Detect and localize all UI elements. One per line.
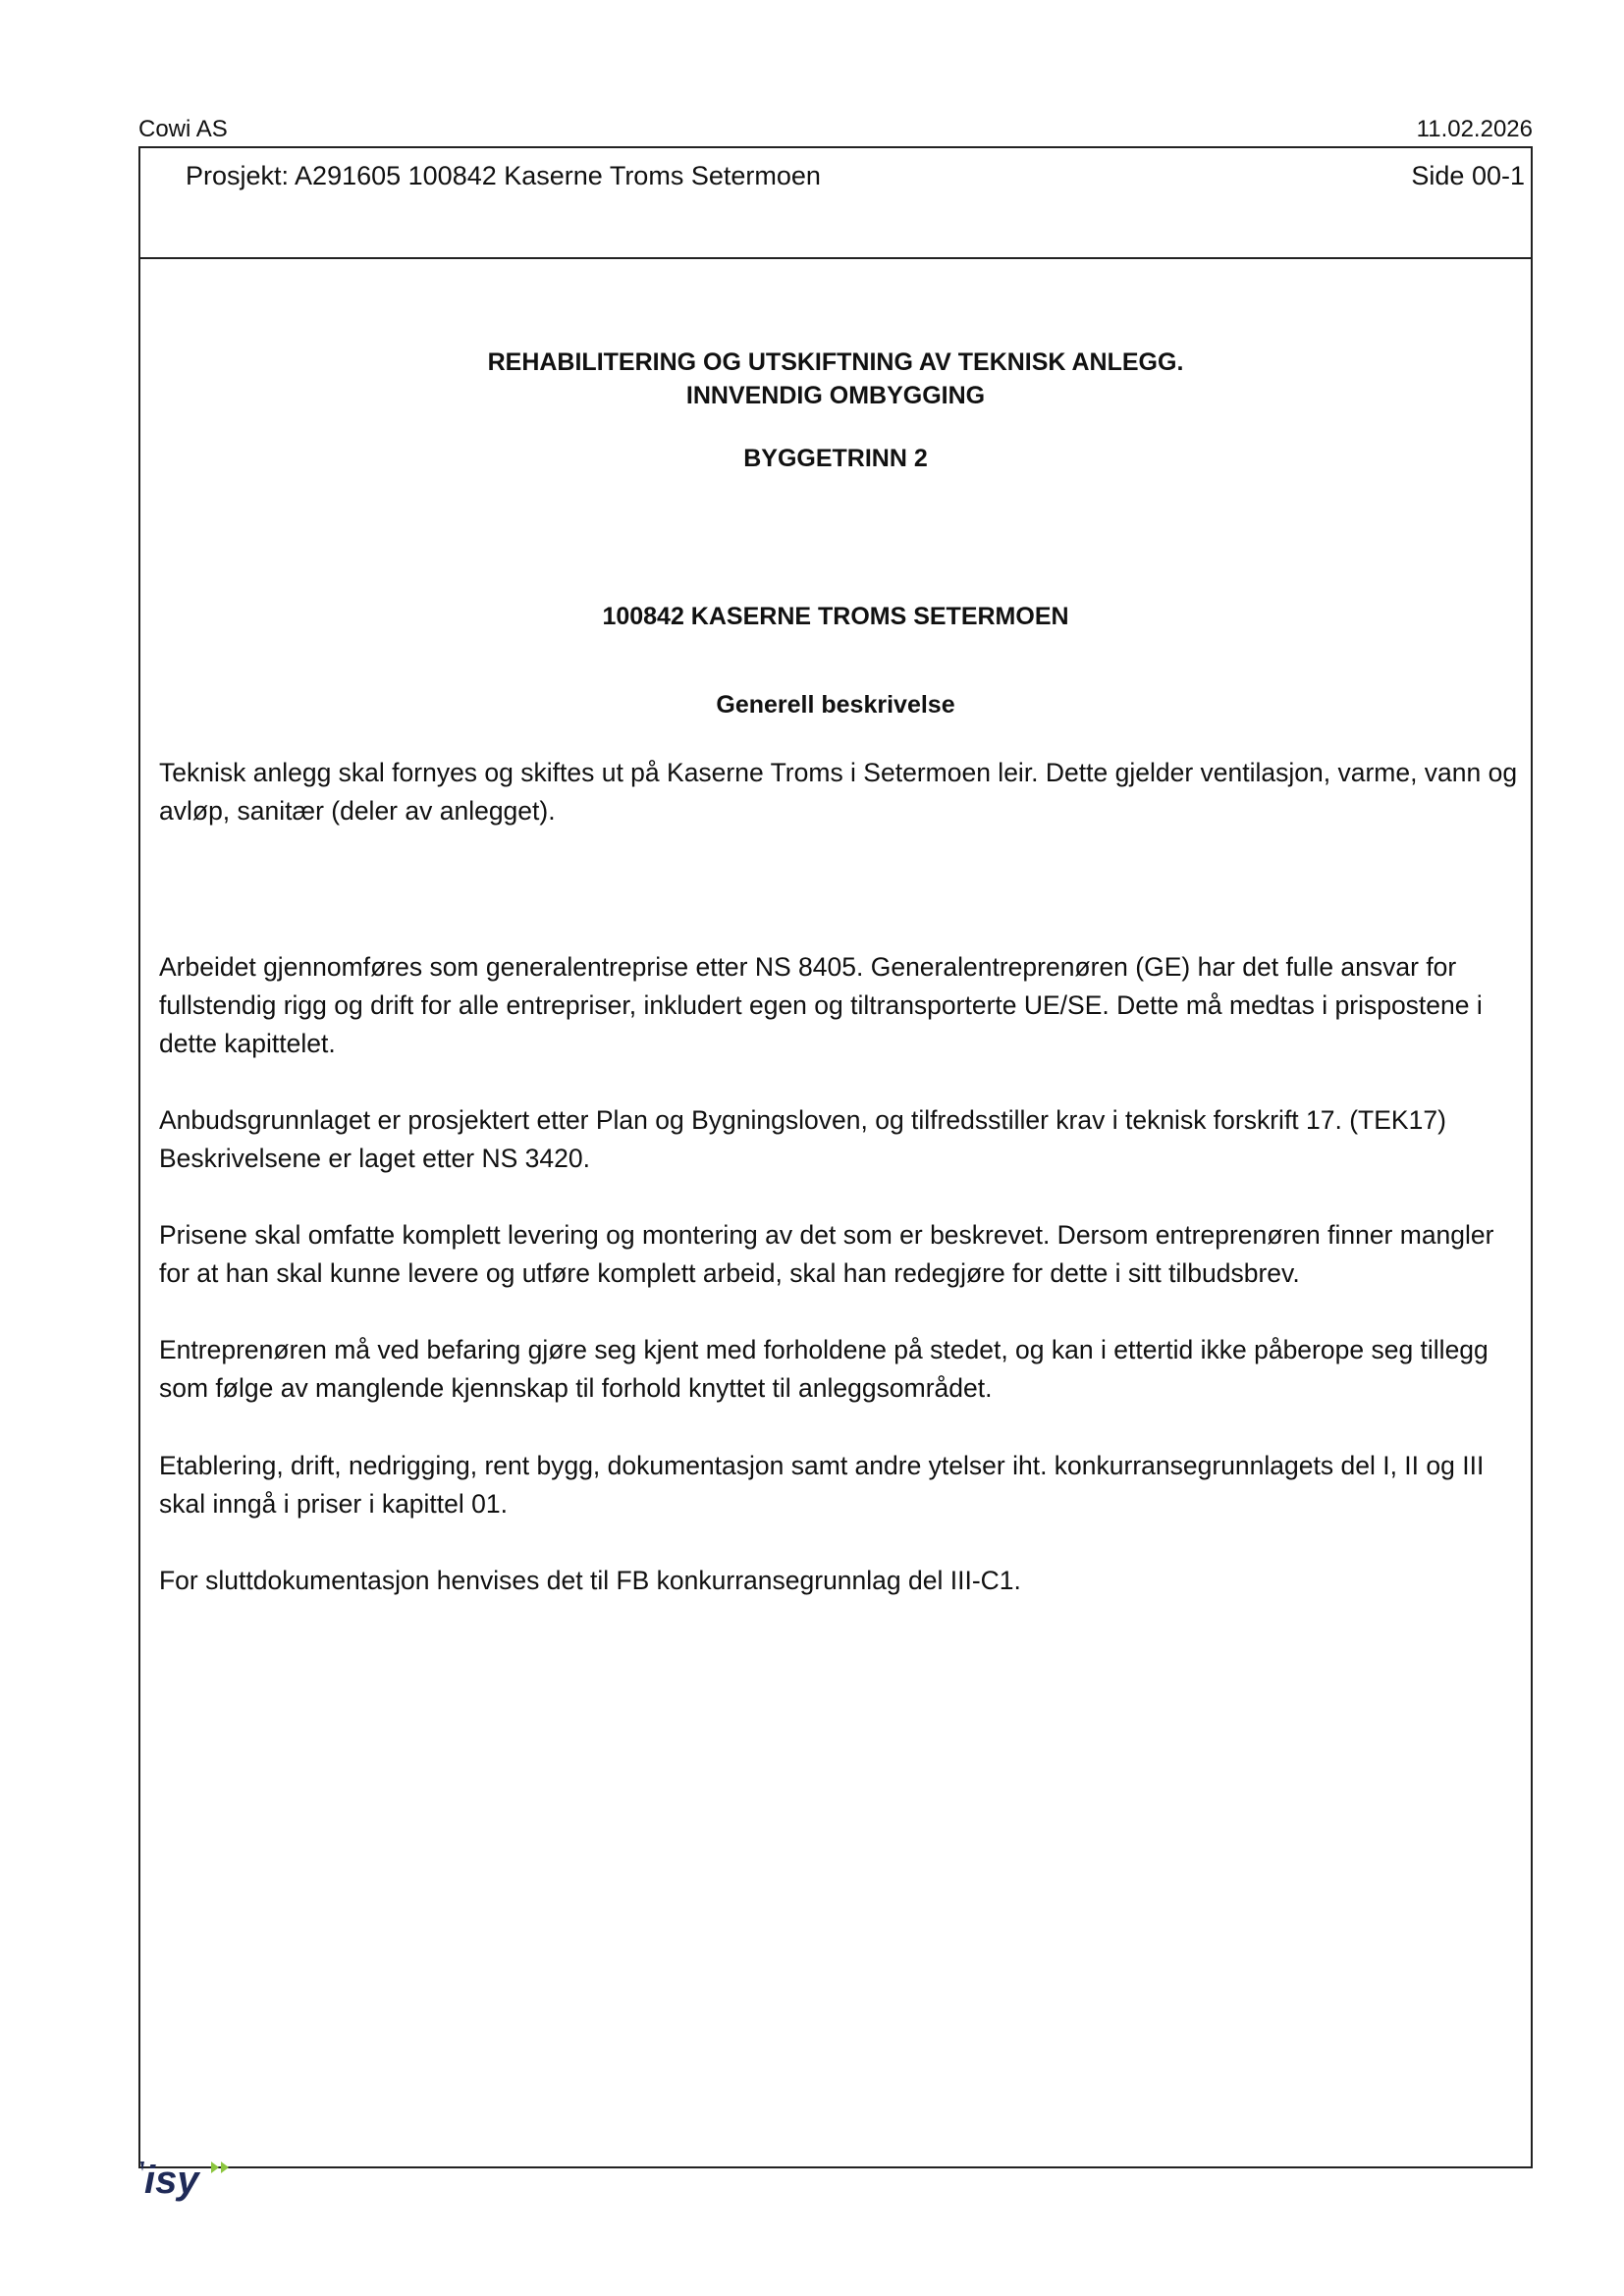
paragraph: Teknisk anlegg skal fornyes og skiftes ut på Kaserne Troms i Setermoen leir. Dette gjelder ventilasjon, varme, vann og avløp, sanitær (deler av anlegget). [159, 758, 1518, 826]
company-name: Cowi AS [138, 116, 228, 142]
isy-logo [136, 2156, 244, 2207]
main-title: REHABILITERING OG UTSKIFTNING AV TEKNISK ANLEGG. [487, 348, 1184, 376]
section-heading: Generell beskrivelse [716, 691, 955, 719]
logo-wordmark: isy [144, 2159, 199, 2202]
paragraph: Entreprenøren må ved befaring gjøre seg kjent med forholdene på stedet, og kan i ettertid ikke påberope seg tillegg som følge av manglende kjennskap til forhold knyttet til anleggsområdet. [159, 1335, 1489, 1403]
building-title: 100842 KASERNE TROMS SETERMOEN [602, 603, 1069, 630]
project-title: Prosjekt: A291605 100842 Kaserne Troms Setermoen [186, 161, 821, 190]
paragraph: Prisene skal omfatte komplett levering og montering av det som er beskrevet. Dersom entreprenøren finner mangler for at han skal kunne levere og utføre komplett arbeid, skal han redegjøre for dette i sitt tilbudsbrev. [159, 1220, 1494, 1288]
isy-logo-icon [136, 2156, 244, 2207]
stage-title: BYGGETRINN 2 [743, 445, 928, 472]
main-subtitle: INNVENDIG OMBYGGING [685, 382, 986, 409]
paragraph: Etablering, drift, nedrigging, rent bygg, dokumentasjon samt andre ytelser iht. konkurransegrunnlagets del I, II og III skal inngå i priser i kapittel 01. [159, 1451, 1485, 1519]
page-frame [138, 146, 1533, 2168]
project-header [140, 148, 1531, 259]
paragraph: For sluttdokumentasjon henvises det til FB konkurransegrunnlag del III-C1. [159, 1566, 1021, 1595]
paragraph: Arbeidet gjennomføres som generalentreprise etter NS 8405. Generalentreprenøren (GE) har det fulle ansvar for fullstendig rigg og drift for alle entrepriser, inkludert egen og tiltransporterte UE/SE. Dette må medtas i prispostene i dette kapittelet. [159, 952, 1483, 1058]
paragraph: Anbudsgrunnlaget er prosjektert etter Plan og Bygningsloven, og tilfredsstiller krav i teknisk forskrift 17. (TEK17) Beskrivelsene er laget etter NS 3420. [159, 1105, 1446, 1173]
document-date: 11.02.2026 [1416, 116, 1533, 142]
page-number: Side 00-1 [1411, 161, 1525, 190]
